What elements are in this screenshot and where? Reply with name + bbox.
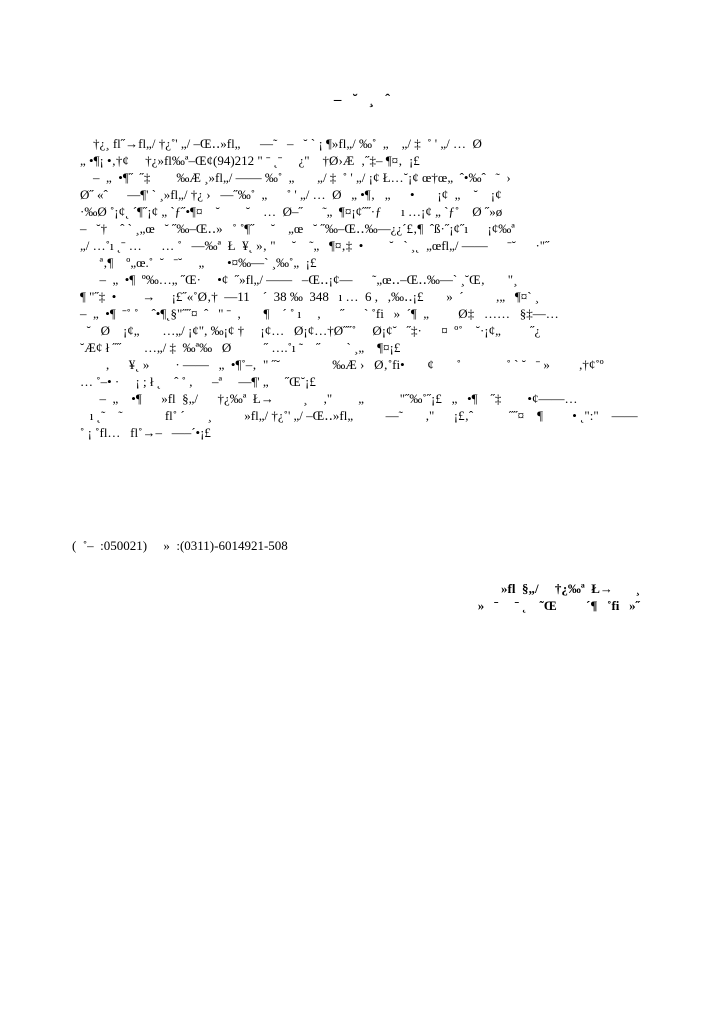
body-line: ·‰Ø ˚¡¢˛ ´¶˝¡¢ „ ˋƒ˝•¶¤ ˘ ˘ … Ø–˝ ˜„ ¶¤¡¢˝˝·ƒ ı …¡¢ „ ˋƒ˚ Ø ˝»ø [80,204,503,219]
body-line: … ˚–• · ¡ ; ł ˛ ˆ ˚ , –ª —¶' „ ˝Œ˘¡£ [80,374,316,389]
body-line: ˚ ¡ ˚fl… fl˚→– —–´•¡£ [80,425,211,440]
body-line: – „ •¶ º‰…„ ˝Œ· •¢ ˝»fl„/ —— –Œ‥¡¢— ˜„œ‥–Œ‥‰—` ¸˘Œ‚ "¸ [80,272,518,287]
signature-date: » ˉ ˉ ˛ ˜Œ ´¶ ˚fi »˝ [477,598,640,613]
body-line: , ¥˛ » · —— „ •¶˚–‚ " ˝˘ ‰Æ › Ø‚˚fi• ¢ ˚ ˚ ` ˘ ˉ » ,†¢˚º [80,357,604,372]
body-line: „ •¶¡ •‚†¢ †¿»fl‰ª–Œ¢(94)212 " ˉ ˛ˉ ¿" †Ø›Æ ‚˝‡– ¶¤‚ ¡£ [80,153,420,168]
body-line: ª‚¶ º„œ.˚ ˘ ˉ˘ „ •¤‰—` ¸‰˚„ ¡£ [80,255,317,270]
body-line: – „ •¶ ˉ˚ ˚ ˆ•¶˛§"˝˝¤ ˆ " ˉ , ¶ ´ ˚ ı , ˝ ` ˚fi » ´¶ „ Ø‡ …… §‡—… [80,306,559,321]
body-line: ˘ Ø ¡¢„ …„/ ¡¢", ‰¡¢ † ¡¢… Ø¡¢…†Ø˝˝˚ Ø¡¢˘ ˝‡· ¤ º˚ ˘·¡¢„ ˝¿ [80,323,541,338]
body-line: „/ …˚ı ˛ˉ … … ˚ —‰ª Ł ¥˛ »‚ " ˘ ˜„ ¶¤‚‡ • ˘ ` ¸˛ „œfl„/ —— ˉ˘ ·"˝ [80,238,550,253]
body-line: – ˘† ˆ ˋ ¸„œ ˘ ˝‰–Œ‥» ˚ ˚¶˝ ˘ „œ ˘ ˝‰–Œ‥‰—¿¿´£‚¶ ˆß·˝¡¢˝ı ¡¢‰ª [80,221,515,236]
signature-organization: »fl §„/ †¿‰ª Ł→ ¸ [501,581,640,596]
body-line: – „ •¶ »fl §„/ †¿‰ª Ł→ ¸ ," „ "˝‰˚˝¡£ „ •¶ ˝‡ •¢——… [80,391,578,406]
body-line: Ø˝ «ˆ —¶' ` ¸»fl„/ †¿ › —˝‰˚ „ ˚ ' „/ … Ø „ •¶‚ „ • ¡¢ „ ˘ ¡¢ [80,187,502,202]
document-title: – ˘ ¸ ˆ [333,92,391,108]
body-line: ı ˛˜ ˜ fl˚ ´ ¸ »fl„/ †¿˚' „/ –Œ‥»fl„ —˜ ," ¡£‚ˆ ˝˝¤ ¶ • ˛":" —— [80,408,638,423]
body-line: †¿¸ fl˝→fl„/ †¿˚' „/ –Œ‥»fl„ —˜ – ˘ ` ¡ ¶»fl„/ ‰˚ „ „/ ‡ ˚ ' „/ … Ø [80,136,482,151]
body-line: ˘Æ¢ ł ˝˝ …„/ ‡ ‰ª‰ Ø ˝ ….˚ı ˜ ˝ ` ¸„ ¶¤¡£ [80,340,401,355]
body-line: ¶ "˝‡ • → ¡£˝«˚Ø‚† —11 ´ 38 ‰ 348 ı … 6 , ,‰‥¡£ » ´ ,„ ¶¤` ¸ [80,289,540,304]
body-line: – „ •¶˝ ˝‡ ‰Æ ¸»fl„/ —— ‰˚ „ „/ ‡ ˚ ' „/ ¡¢ Ł…˘¡¢ œ†œ„ ˆ•‰ˆ ˜ › [80,170,511,185]
contact-line: ( ˚– :050021) » :(0311)-6014921-508 [72,538,288,553]
